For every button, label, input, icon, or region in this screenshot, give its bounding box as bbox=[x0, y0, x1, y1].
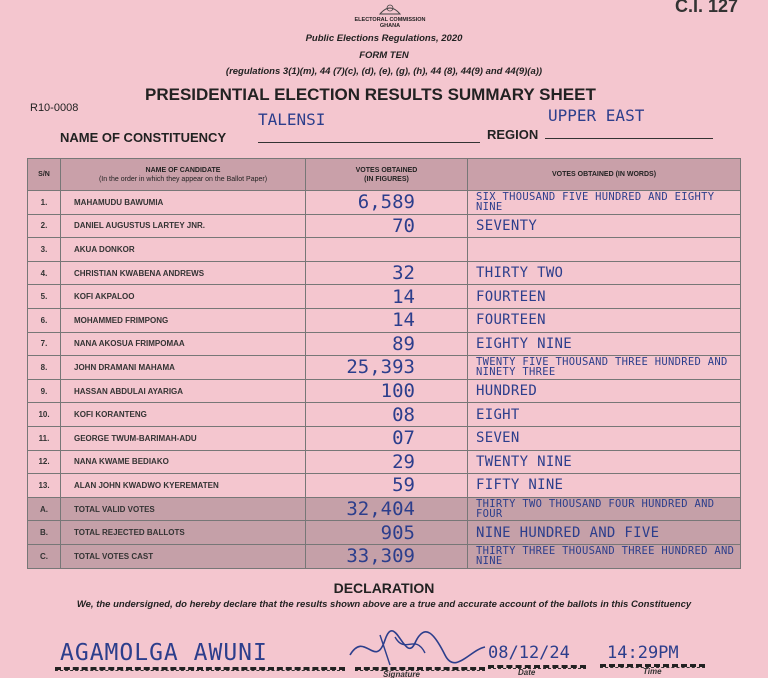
votes-figures-cell: 25,393 bbox=[306, 356, 468, 380]
votes-words-cell: EIGHT bbox=[468, 403, 741, 427]
votes-figures-cell: 14 bbox=[306, 308, 468, 332]
serial-number-cell: 3. bbox=[28, 238, 61, 262]
region-value: UPPER EAST bbox=[548, 106, 645, 125]
header-words: VOTES OBTAINED (IN WORDS) bbox=[468, 159, 741, 191]
commission-name: ELECTORAL COMMISSION GHANA bbox=[354, 17, 426, 29]
region-label: REGION bbox=[487, 127, 539, 142]
candidate-row bbox=[28, 403, 741, 427]
serial-number-cell: 13. bbox=[28, 474, 61, 498]
sheet-title: PRESIDENTIAL ELECTION RESULTS SUMMARY SHEET bbox=[145, 85, 596, 104]
candidate-row bbox=[28, 308, 741, 332]
votes-figures-cell bbox=[306, 238, 468, 262]
declaration-text: We, the undersigned, do hereby declare that the results shown above are a true and accurate account of the ballots in this Constituency bbox=[76, 599, 692, 610]
votes-figures-cell: 32,404 bbox=[306, 497, 468, 521]
candidate-row bbox=[28, 379, 741, 403]
votes-words-cell: FIFTY NINE bbox=[468, 474, 741, 498]
candidate-row bbox=[28, 285, 741, 309]
regulations-reference: (regulations 3(1)(m), 44 (7)(c), (d), (e), (g), (h), 44 (8), 44(9) and 44(9)(a)) bbox=[225, 66, 543, 77]
votes-words-cell: SIX THOUSAND FIVE HUNDRED AND EIGHTY NINE bbox=[468, 191, 741, 215]
candidate-row bbox=[28, 450, 741, 474]
total-label-cell: TOTAL VALID VOTES bbox=[61, 497, 306, 521]
time-label: Time bbox=[643, 667, 662, 676]
header-figures: VOTES OBTAINED (IN FIGURES) bbox=[306, 159, 468, 191]
serial-number-cell: 11. bbox=[28, 426, 61, 450]
table-header-row bbox=[28, 159, 741, 191]
candidate-row bbox=[28, 356, 741, 380]
candidate-row bbox=[28, 261, 741, 285]
votes-words-cell: THIRTY TWO THOUSAND FOUR HUNDRED AND FOUR bbox=[468, 497, 741, 521]
serial-number-cell: 10. bbox=[28, 403, 61, 427]
candidate-name-cell: DANIEL AUGUSTUS LARTEY JNR. bbox=[61, 214, 306, 238]
candidate-name-cell: HASSAN ABDULAI AYARIGA bbox=[61, 379, 306, 403]
total-row bbox=[28, 521, 741, 545]
candidate-row bbox=[28, 426, 741, 450]
votes-figures-cell: 100 bbox=[306, 379, 468, 403]
votes-figures-cell: 905 bbox=[306, 521, 468, 545]
serial-number-cell: 4. bbox=[28, 261, 61, 285]
votes-words-cell: THIRTY THREE THOUSAND THREE HUNDRED AND NINE bbox=[468, 544, 741, 568]
form-code: R10-0008 bbox=[30, 102, 79, 114]
votes-words-cell bbox=[468, 238, 741, 262]
votes-words-cell: SEVENTY bbox=[468, 214, 741, 238]
candidate-name-cell: CHRISTIAN KWABENA ANDREWS bbox=[61, 261, 306, 285]
serial-number-cell: 1. bbox=[28, 191, 61, 215]
date-underline bbox=[488, 665, 586, 669]
region-underline bbox=[545, 138, 713, 139]
votes-figures-cell: 33,309 bbox=[306, 544, 468, 568]
header-sn: S/N bbox=[28, 159, 61, 191]
signature-scribble bbox=[345, 625, 490, 670]
votes-figures-cell: 59 bbox=[306, 474, 468, 498]
candidate-name-cell: KOFI AKPALOO bbox=[61, 285, 306, 309]
votes-words-cell: THIRTY TWO bbox=[468, 261, 741, 285]
serial-number-cell: 6. bbox=[28, 308, 61, 332]
coat-of-arms-emblem bbox=[360, 0, 420, 16]
votes-figures-cell: 29 bbox=[306, 450, 468, 474]
votes-words-cell: TWENTY NINE bbox=[468, 450, 741, 474]
ci-number: C.I. 127 bbox=[674, 0, 738, 16]
declaration-heading: DECLARATION bbox=[333, 580, 435, 596]
candidate-name-cell: ALAN JOHN KWADWO KYEREMATEN bbox=[61, 474, 306, 498]
date-label: Date bbox=[518, 668, 536, 677]
regulations-title: Public Elections Regulations, 2020 bbox=[305, 33, 463, 44]
signature-underline bbox=[355, 667, 485, 671]
candidate-row bbox=[28, 474, 741, 498]
results-table bbox=[27, 158, 741, 569]
time-value: 14:29PM bbox=[607, 643, 679, 663]
serial-number-cell: C. bbox=[28, 544, 61, 568]
serial-number-cell: 5. bbox=[28, 285, 61, 309]
candidate-name-cell: JOHN DRAMANI MAHAMA bbox=[61, 356, 306, 380]
signature-label: Signature bbox=[383, 670, 420, 678]
candidate-name-cell: NANA KWAME BEDIAKO bbox=[61, 450, 306, 474]
date-value: 08/12/24 bbox=[488, 643, 570, 663]
candidate-row bbox=[28, 238, 741, 262]
candidate-row bbox=[28, 214, 741, 238]
votes-figures-cell: 70 bbox=[306, 214, 468, 238]
officer-underline bbox=[55, 667, 345, 671]
constituency-underline bbox=[258, 142, 480, 143]
votes-words-cell: SEVEN bbox=[468, 426, 741, 450]
votes-figures-cell: 07 bbox=[306, 426, 468, 450]
serial-number-cell: A. bbox=[28, 497, 61, 521]
serial-number-cell: 2. bbox=[28, 214, 61, 238]
candidate-name-cell: MOHAMMED FRIMPONG bbox=[61, 308, 306, 332]
candidate-name-cell: GEORGE TWUM-BARIMAH-ADU bbox=[61, 426, 306, 450]
serial-number-cell: 12. bbox=[28, 450, 61, 474]
constituency-value: TALENSI bbox=[258, 110, 326, 129]
total-row bbox=[28, 544, 741, 568]
votes-figures-cell: 89 bbox=[306, 332, 468, 356]
total-label-cell: TOTAL VOTES CAST bbox=[61, 544, 306, 568]
votes-figures-cell: 6,589 bbox=[306, 191, 468, 215]
votes-words-cell: HUNDRED bbox=[468, 379, 741, 403]
votes-words-cell: EIGHTY NINE bbox=[468, 332, 741, 356]
votes-words-cell: FOURTEEN bbox=[468, 308, 741, 332]
form-name: FORM TEN bbox=[359, 50, 409, 61]
votes-figures-cell: 14 bbox=[306, 285, 468, 309]
total-row bbox=[28, 497, 741, 521]
candidate-name-cell: KOFI KORANTENG bbox=[61, 403, 306, 427]
candidate-row bbox=[28, 332, 741, 356]
serial-number-cell: 7. bbox=[28, 332, 61, 356]
candidate-name-cell: MAHAMUDU BAWUMIA bbox=[61, 191, 306, 215]
candidate-name-cell: AKUA DONKOR bbox=[61, 238, 306, 262]
votes-figures-cell: 32 bbox=[306, 261, 468, 285]
returning-officer-name: AGAMOLGA AWUNI bbox=[60, 640, 268, 666]
serial-number-cell: B. bbox=[28, 521, 61, 545]
total-label-cell: TOTAL REJECTED BALLOTS bbox=[61, 521, 306, 545]
candidate-name-cell: NANA AKOSUA FRIMPOMAA bbox=[61, 332, 306, 356]
constituency-label: NAME OF CONSTITUENCY bbox=[60, 130, 227, 145]
votes-words-cell: FOURTEEN bbox=[468, 285, 741, 309]
candidate-row bbox=[28, 191, 741, 215]
serial-number-cell: 9. bbox=[28, 379, 61, 403]
votes-figures-cell: 08 bbox=[306, 403, 468, 427]
serial-number-cell: 8. bbox=[28, 356, 61, 380]
votes-words-cell: NINE HUNDRED AND FIVE bbox=[468, 521, 741, 545]
header-candidate: NAME OF CANDIDATE (In the order in which they appear on the Ballot Paper) bbox=[61, 159, 306, 191]
votes-words-cell: TWENTY FIVE THOUSAND THREE HUNDRED AND NINETY THREE bbox=[468, 356, 741, 380]
